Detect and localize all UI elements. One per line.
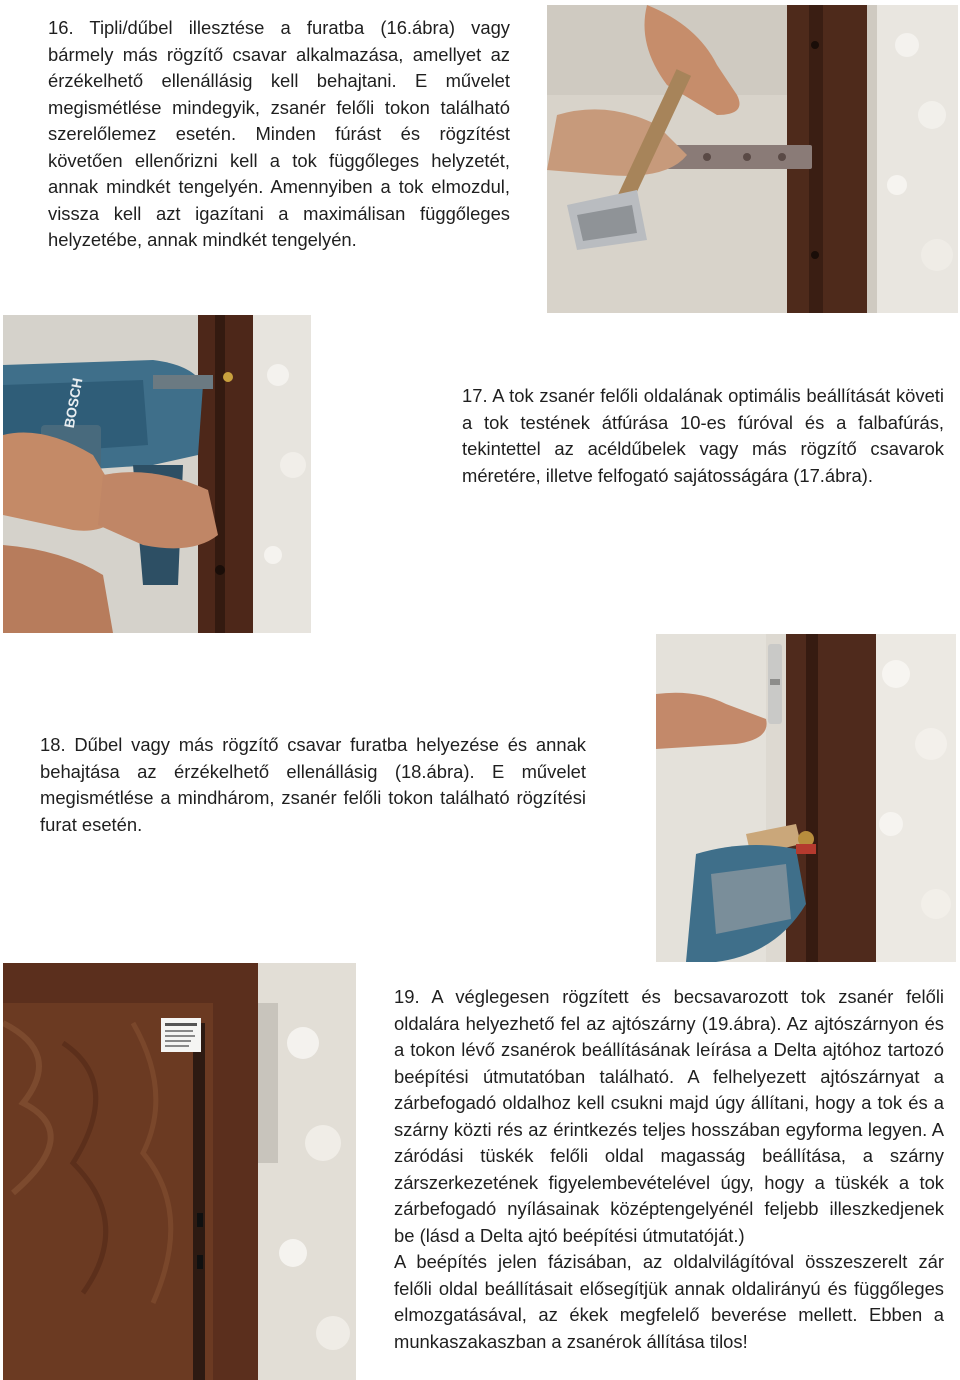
drill-frame-photo-icon [3, 315, 311, 633]
photo-19-door-leaf [3, 963, 356, 1380]
photo-16-hammer-dowel [547, 5, 958, 313]
hammer-dowel-photo-icon [547, 5, 958, 313]
section-19-text-continued: A beépítés jelen fázisában, az oldalvilágítóval összeszerelt zár felőli oldal beállításait elősegítjük annak oldalirányú és függőleges elmozgatásával, az ékek megfelelő beverése mellett. Ebben a munkaszakaszban a zsanérok állítása tilos! [394, 1251, 944, 1352]
section-18-text: 18. Dűbel vagy más rögzítő csavar furatba helyezése és annak behajtása az érzékelhető ellenállásig (18.ábra). E művelet megismétlése a mindhárom, zsanér felőli tokon található rögzítési furat esetén. [40, 734, 586, 835]
section-17-text: 17. A tok zsanér felőli oldalának optimális beállítását követi a tok testének átfúrása 10-es fúróval és a falbafúrás, tekintettel az acéldűbelek vagy más rögzítő csavarok méretére, illetve felfogató sajátosságára (17.ábra). [462, 385, 944, 486]
section-16-text: 16. Tipli/dűbel illesztése a furatba (16.ábra) vagy bármely más rögzítő csavar alkalmazása, amellyet az érzékelhető ellenállásig kell behajtani. E művelet megismétlése mindegyik, zsanér felőli tokon található szerelőlemez esetén. Minden fúrást és rögzítést követően ellenőrizni kell a tok függőleges helyzetét, annak mindkét tengelyén. Amennyiben a tok elmozdul, vissza kell azt igazítani a maximálisan függőleges helyzetébe, annak mindkét tengelyén. [48, 17, 510, 250]
section-19-text: 19. A véglegesen rögzített és becsavarozott tok zsanér felőli oldalára helyezhető fel az ajtószárny (19.ábra). Az ajtószárnyon és a tokon lévő zsanérok beállításának leírása a Delta ajtóhoz tartozó beépítési útmutatóban található. A felhelyezett ajtószárnyat a zárbefogadó oldalhoz kell csukni majd úgy állítani, hogy a tok és a szárny közti rés az érintkezés teljes hosszában egyforma legyen. A záródási tüskék felőli oldal magasság beállítása, a szárny zárszerkezetének figyelembevételével úgy, hogy a tüskék a tok zárbefogadó nyílásainak középtengelyénél feljebb illeszkedjenek be (lásd a Delta ajtó beépítési útmutatóját.) [394, 986, 944, 1246]
section-19-block [394, 984, 944, 1355]
photo-17-drill-frame [3, 315, 311, 633]
door-leaf-photo-icon [3, 963, 356, 1380]
photo-18-drill-dowel [656, 634, 956, 962]
drill-dowel-photo-icon [656, 634, 956, 962]
bosch-logo-text: BOSCH [60, 376, 86, 430]
